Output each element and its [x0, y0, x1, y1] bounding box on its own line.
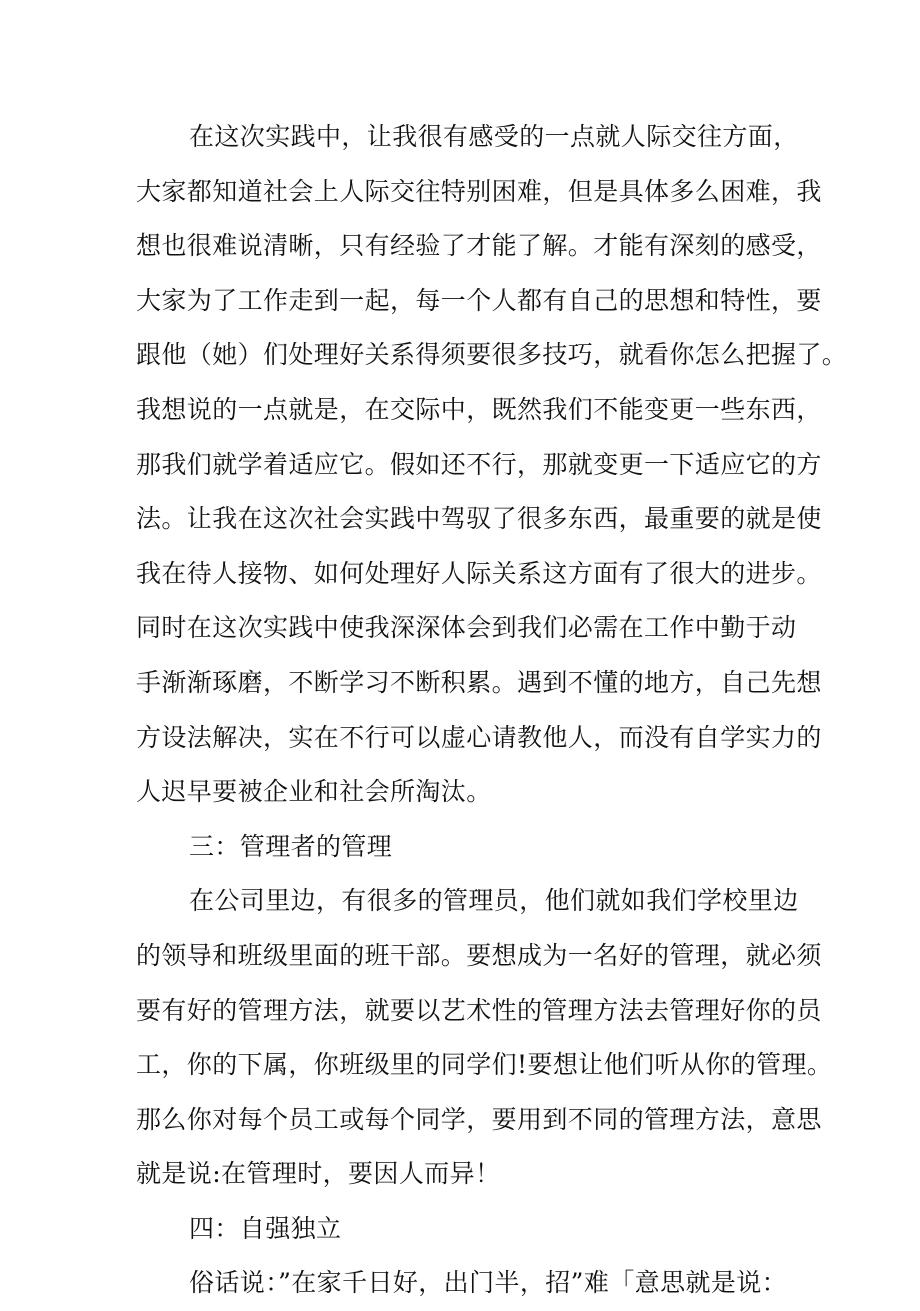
paragraph-line: 方设法解决，实在不行可以虚心请教他人，而没有自学实力的 — [136, 722, 822, 752]
section-heading: 三：管理者的管理 — [189, 831, 393, 861]
paragraph-line: 跟他（她）们处理好关系得须要很多技巧，就看你怎么把握了。 — [136, 340, 848, 370]
paragraph-line: 我想说的一点就是，在交际中，既然我们不能变更一些东西， — [136, 394, 822, 424]
paragraph-line: 工，你的下属，你班级里的同学们!要想让他们听从你的管理。 — [136, 1050, 833, 1080]
paragraph-line: 想也很难说清晰，只有经验了才能了解。才能有深刻的感受， — [136, 231, 822, 261]
paragraph-line: 同时在这次实践中使我深深体会到我们必需在工作中勤于动 — [136, 613, 797, 643]
paragraph-line: 在公司里边，有很多的管理员，他们就如我们学校里边 — [189, 886, 799, 916]
paragraph-line: 大家为了工作走到一起，每一个人都有自己的思想和特性，要 — [136, 285, 822, 315]
paragraph-line: 俗话说：”在家千日好，出门半，招”难「意思就是说： — [189, 1268, 788, 1298]
paragraph-line: 法。让我在这次社会实践中驾驭了很多东西，最重要的就是使 — [136, 504, 822, 534]
paragraph-line: 人迟早要被企业和社会所淘汰。 — [136, 777, 492, 807]
paragraph-line: 在这次实践中，让我很有感受的一点就人际交往方面， — [189, 122, 799, 151]
document-body — [136, 110, 848, 1311]
paragraph-line: 要有好的管理方法，就要以艺术性的管理方法去管理好你的员 — [136, 995, 822, 1025]
paragraph-line: 就是说:在管理时，要因人而异！ — [136, 1159, 501, 1189]
paragraph-line: 大家都知道社会上人际交往特别困难，但是具体多么困难，我 — [136, 176, 822, 206]
paragraph-line: 手渐渐琢磨，不断学习不断积累。遇到不懂的地方，自己先想 — [136, 667, 822, 697]
paragraph-line: 我在待人接物、如何处理好人际关系这方面有了很大的进步。 — [136, 558, 822, 588]
paragraph-line: 那我们就学着适应它。假如还不行，那就变更一下适应它的方 — [136, 449, 822, 479]
paragraph-line: 的领导和班级里面的班干部。要想成为一名好的管理，就必须 — [136, 940, 822, 970]
section-heading: 四：自强独立 — [189, 1213, 342, 1243]
paragraph-line: 那么你对每个员工或每个同学，要用到不同的管理方法，意思 — [136, 1104, 822, 1134]
